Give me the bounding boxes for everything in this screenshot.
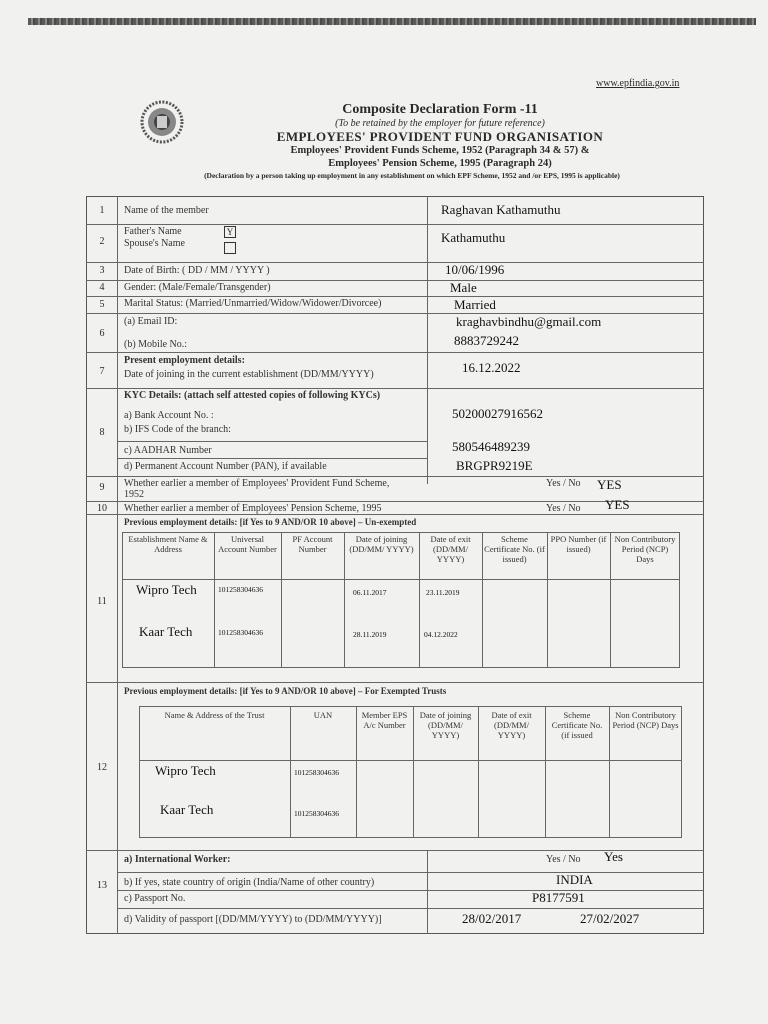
table-row-uan: 101258304636 — [294, 768, 339, 777]
bank-account-value: 50200027916562 — [452, 406, 543, 421]
table-row-name: Kaar Tech — [160, 802, 214, 817]
marital-status-label: Marital Status: (Married/Unmarried/Widow/Widower/Divorcee) — [124, 298, 382, 309]
epf-member-label-year: 1952 — [124, 489, 144, 500]
row-line — [86, 262, 704, 263]
scheme-line-1: Employees' Provident Funds Scheme, 1952 (Paragraph 34 & 57) & — [290, 145, 590, 156]
epf-member-value: YES — [597, 477, 622, 492]
col-uan: Universal Account Number — [218, 534, 277, 554]
table-row-doj: 06.11.2017 — [353, 588, 387, 597]
row-line — [86, 352, 704, 353]
doj-current-value: 16.12.2022 — [462, 360, 521, 375]
org-name: EMPLOYEES' PROVIDENT FUND ORGANISATION — [276, 129, 604, 144]
passport-valid-to: 27/02/2027 — [580, 911, 640, 926]
email-label: (a) Email ID: — [124, 316, 178, 327]
row-number: 2 — [99, 236, 105, 247]
spouse-name-label: Spouse's Name — [124, 238, 185, 249]
declaration-note: (Declaration by a person taking up employment in any establishment on which EPF Scheme, 1952 and /or EPS, 1995 is applicable) — [204, 171, 620, 180]
col-uan: UAN — [313, 710, 333, 720]
passport-validity-label: d) Validity of passport [(DD/MM/YYYY) to (DD/MM/YYYY)] — [124, 914, 382, 925]
aadhar-value: 580546489239 — [452, 439, 530, 454]
row-number: 11 — [97, 596, 107, 607]
spouse-checkbox[interactable] — [224, 242, 236, 254]
col-pf-account: PF Account Number — [292, 534, 333, 554]
aadhar-label: c) AADHAR Number — [124, 445, 212, 456]
mobile-value: 8883729242 — [454, 333, 519, 348]
form-note: (To be retained by the employer for future reference) — [335, 118, 545, 129]
row-number: 12 — [97, 762, 107, 773]
row-line — [86, 682, 704, 683]
value-column-divider-13 — [427, 850, 428, 934]
eps-member-value: YES — [605, 497, 630, 512]
table-col-line — [547, 532, 548, 668]
col-scheme-certificate: Scheme Certificate No. (if issued) — [484, 534, 545, 564]
passport-value: P8177591 — [532, 890, 585, 905]
row-number: 7 — [99, 366, 105, 377]
col-ppo: PPO Number (if issued) — [550, 534, 607, 554]
row-line — [86, 514, 704, 515]
scheme-line-2: Employees' Pension Scheme, 1995 (Paragraph 24) — [328, 158, 552, 169]
col-doj: Date of joining (DD/MM/ YYYY) — [419, 710, 472, 740]
row-number: 10 — [97, 503, 107, 514]
header-url: www.epfindia.gov.in — [596, 78, 680, 89]
row-line — [117, 441, 427, 442]
table-col-line — [545, 706, 546, 838]
row-number: 8 — [99, 427, 105, 438]
pan-value: BRGPR9219E — [456, 458, 533, 473]
table-row-uan: 101258304636 — [294, 809, 339, 818]
table-col-line — [610, 532, 611, 668]
table-row-doe: 23.11.2019 — [426, 588, 460, 597]
row-line — [86, 224, 704, 225]
member-name-label: Name of the member — [124, 205, 209, 216]
bank-account-label: a) Bank Account No. : — [124, 410, 214, 421]
table-col-line — [356, 706, 357, 838]
table-col-line — [214, 532, 215, 668]
row-number: 5 — [99, 299, 105, 310]
row-number: 3 — [99, 265, 105, 276]
unexempted-heading: Previous employment details: [if Yes to 9 AND/OR 10 above] – Un-exempted — [124, 517, 417, 527]
doj-current-label: Date of joining in the current establishment (DD/MM/YYYY) — [124, 369, 374, 380]
table-row-name: Wipro Tech — [136, 582, 197, 597]
email-value: kraghavbindhu@gmail.com — [456, 314, 602, 329]
table-header-line — [139, 760, 682, 761]
yes-no-label: Yes / No — [546, 478, 581, 489]
value-column-divider — [427, 196, 428, 484]
table-col-line — [419, 532, 420, 668]
table-col-line — [609, 706, 610, 838]
table-row-name: Wipro Tech — [155, 763, 216, 778]
exempted-heading: Previous employment details: [if Yes to 9 AND/OR 10 above] – For Exempted Trusts — [124, 686, 447, 696]
table-row-uan: 101258304636 — [218, 585, 263, 594]
col-doj: Date of joining (DD/MM/ YYYY) — [349, 534, 414, 554]
table-col-line — [344, 532, 345, 668]
row-line — [86, 296, 704, 297]
row-line — [117, 458, 427, 459]
epf-member-label: Whether earlier a member of Employees' Provident Fund Scheme, — [124, 478, 390, 489]
gender-value: Male — [450, 280, 477, 295]
form-title: Composite Declaration Form -11 — [342, 102, 538, 117]
num-column-divider — [117, 196, 118, 934]
table-col-line — [482, 532, 483, 668]
eps-member-label: Whether earlier a member of Employees' Pension Scheme, 1995 — [124, 503, 382, 514]
table-col-line — [281, 532, 282, 668]
father-checkbox[interactable]: Y — [224, 226, 236, 238]
row-number: 1 — [99, 205, 105, 216]
father-name-value: Kathamuthu — [441, 230, 506, 245]
row-line — [117, 890, 704, 891]
col-scheme-certificate: Scheme Certificate No. (if issued — [551, 710, 603, 740]
mobile-label: (b) Mobile No.: — [124, 339, 188, 350]
yes-no-label: Yes / No — [546, 854, 581, 865]
father-name-label: Father's Name — [124, 226, 182, 237]
country-origin-value: INDIA — [556, 872, 593, 887]
international-worker-value: Yes — [604, 849, 623, 864]
pan-label: d) Permanent Account Number (PAN), if available — [124, 461, 327, 472]
table-col-line — [290, 706, 291, 838]
table-row-doj: 28.11.2019 — [353, 630, 387, 639]
international-worker-label: a) International Worker: — [124, 854, 231, 865]
table-col-line — [413, 706, 414, 838]
dob-label: Date of Birth: ( DD / MM / YYYY ) — [124, 265, 270, 276]
member-name-value: Raghavan Kathamuthu — [441, 202, 561, 217]
passport-label: c) Passport No. — [124, 893, 186, 904]
table-row-name: Kaar Tech — [139, 624, 193, 639]
kyc-heading: KYC Details: (attach self attested copies of following KYCs) — [124, 390, 381, 401]
col-ncp: Non Contributory Period (NCP) Days — [614, 534, 676, 564]
col-doe: Date of exit (DD/MM/ YYYY) — [430, 534, 471, 564]
gender-label: Gender: (Male/Female/Transgender) — [124, 282, 271, 293]
col-trust-name: Name & Address of the Trust — [164, 710, 265, 720]
table-header-line — [122, 579, 680, 580]
col-ncp: Non Contributory Period (NCP) Days — [612, 710, 679, 730]
col-doe: Date of exit (DD/MM/ YYYY) — [491, 710, 532, 740]
row-line — [117, 908, 704, 909]
row-number: 4 — [99, 282, 105, 293]
table-row-uan: 101258304636 — [218, 628, 263, 637]
table-col-line — [478, 706, 479, 838]
passport-valid-from: 28/02/2017 — [462, 911, 522, 926]
row-line — [86, 280, 704, 281]
ifsc-label: b) IFS Code of the branch: — [124, 424, 231, 435]
table-row-doe: 04.12.2022 — [424, 630, 458, 639]
row-line — [86, 388, 704, 389]
present-employment-label: Present employment details: — [124, 355, 245, 366]
col-eps-account: Member EPS A/c Number — [361, 710, 408, 730]
row-number: 13 — [97, 880, 107, 891]
row-number: 6 — [99, 328, 105, 339]
row-number: 9 — [99, 482, 105, 493]
marital-status-value: Married — [454, 297, 496, 312]
yes-no-label: Yes / No — [546, 503, 581, 514]
row-line — [86, 313, 704, 314]
col-establishment: Establishment Name & Address — [128, 534, 208, 554]
scan-top-edge — [28, 18, 756, 25]
row-line — [117, 872, 704, 873]
dob-value: 10/06/1996 — [445, 262, 505, 277]
country-origin-label: b) If yes, state country of origin (India/Name of other country) — [124, 877, 375, 888]
